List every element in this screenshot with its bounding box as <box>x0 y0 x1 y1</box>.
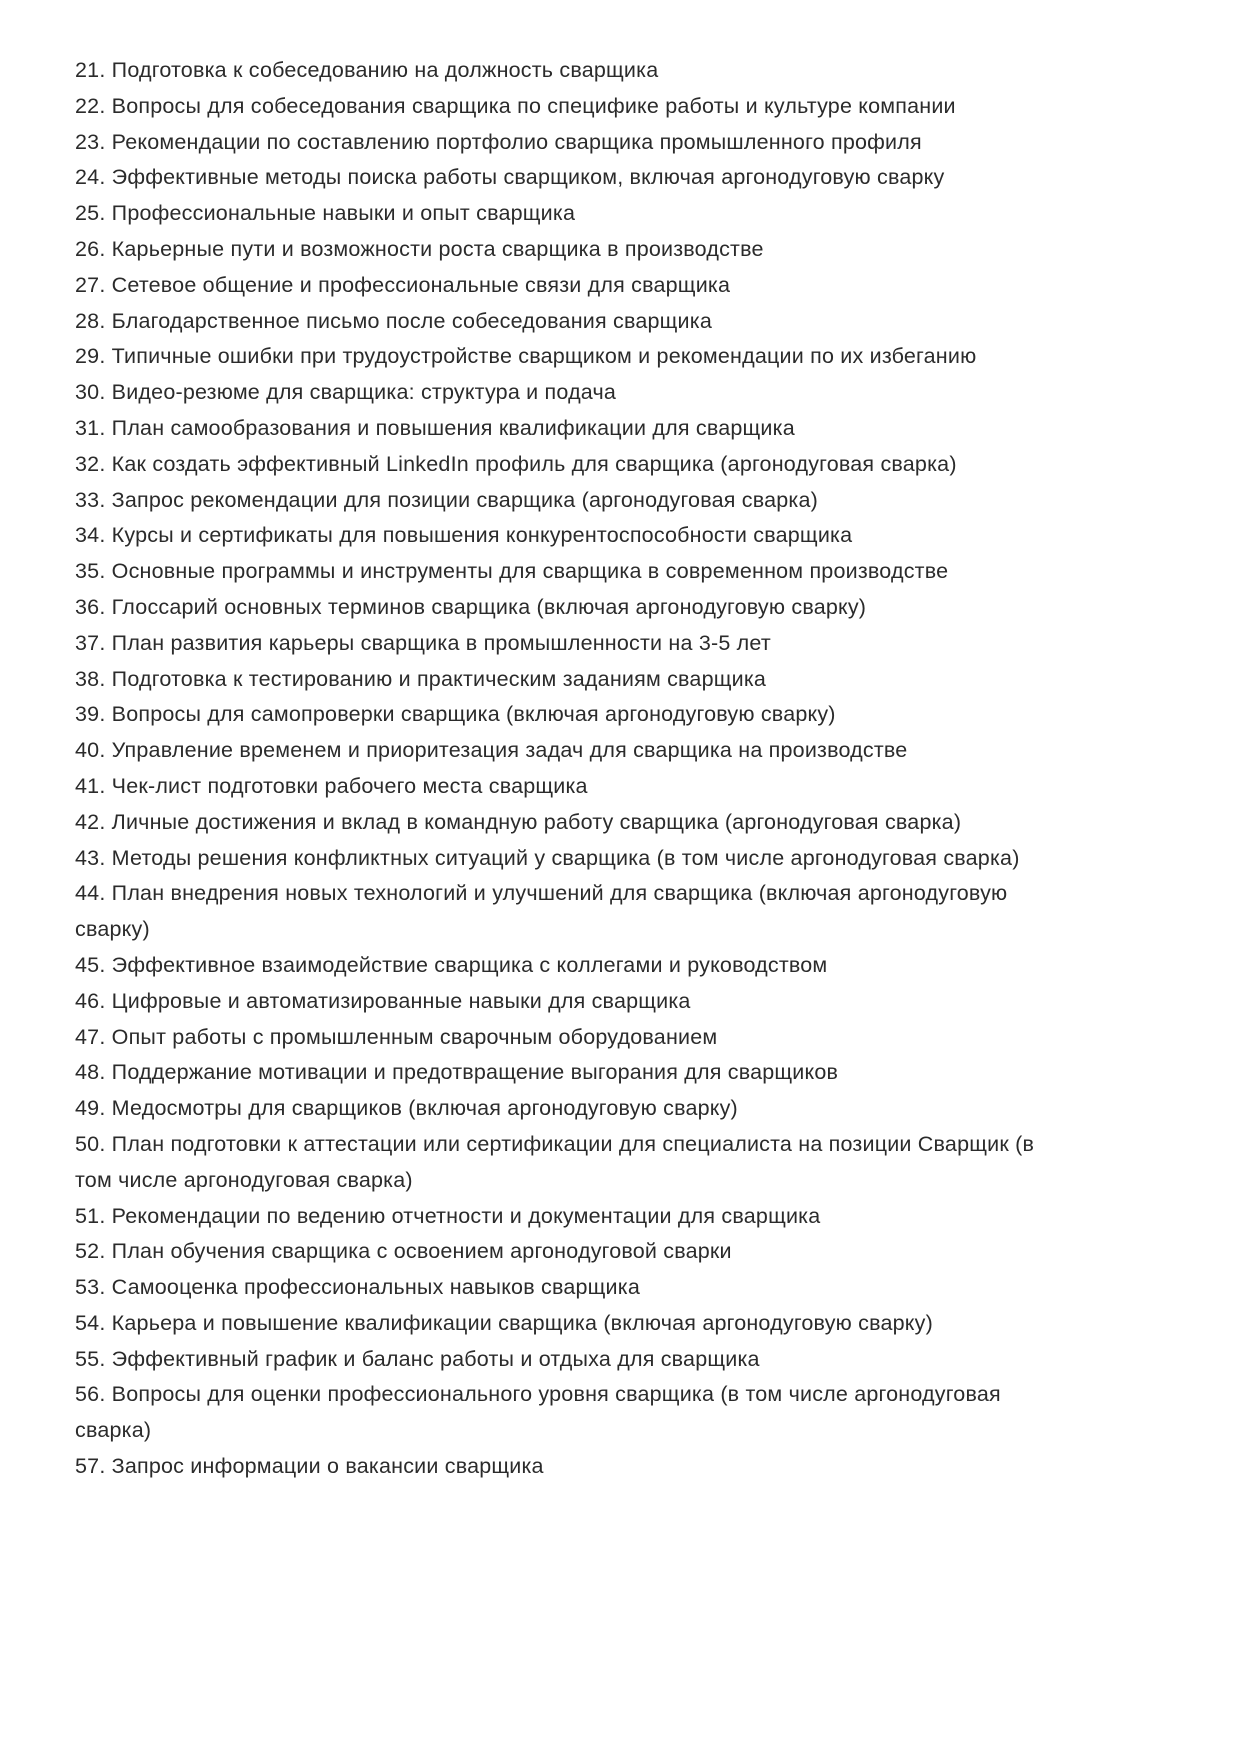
list-item: 23. Рекомендации по составлению портфолио сварщика промышленного профиля <box>75 129 922 154</box>
list-item: 46. Цифровые и автоматизированные навыки для сварщика <box>75 988 691 1013</box>
list-item: 33. Запрос рекомендации для позиции сварщика (аргонодуговая сварка) <box>75 487 818 512</box>
list-item: 50. План подготовки к аттестации или сертификации для специалиста на позиции Сварщик (в том числе аргонодуговая сварка) <box>75 1131 1035 1192</box>
list-item: 22. Вопросы для собеседования сварщика по специфике работы и культуре компании <box>75 93 956 118</box>
list-item: 29. Типичные ошибки при трудоустройстве сварщиком и рекомендации по их избеганию <box>75 344 977 369</box>
list-item: 52. План обучения сварщика с освоением аргонодуговой сварки <box>75 1239 732 1264</box>
list-item: 57. Запрос информации о вакансии сварщика <box>75 1454 544 1479</box>
list-item: 36. Глоссарий основных терминов сварщика (включая аргонодуговую сварку) <box>75 594 867 619</box>
list-item: 55. Эффективный график и баланс работы и отдыха для сварщика <box>75 1346 760 1371</box>
list-item: 47. Опыт работы с промышленным сварочным оборудованием <box>75 1024 718 1049</box>
list-item: 51. Рекомендации по ведению отчетности и документации для сварщика <box>75 1203 821 1228</box>
topic-list <box>75 53 1040 1485</box>
list-item: 54. Карьера и повышение квалификации сварщика (включая аргонодуговую сварку) <box>75 1310 933 1335</box>
list-item: 48. Поддержание мотивации и предотвращение выгорания для сварщиков <box>75 1060 839 1085</box>
list-item: 53. Самооценка профессиональных навыков сварщика <box>75 1275 640 1300</box>
list-item: 25. Профессиональные навыки и опыт сварщика <box>75 201 576 226</box>
list-item: 40. Управление временем и приоритезация задач для сварщика на производстве <box>75 738 908 763</box>
list-item: 27. Сетевое общение и профессиональные связи для сварщика <box>75 272 731 297</box>
list-item: 38. Подготовка к тестированию и практическим заданиям сварщика <box>75 666 767 691</box>
list-item: 37. План развития карьеры сварщика в промышленности на 3-5 лет <box>75 630 771 655</box>
list-item: 34. Курсы и сертификаты для повышения конкурентоспособности сварщика <box>75 523 853 548</box>
list-item: 26. Карьерные пути и возможности роста сварщика в производстве <box>75 236 764 261</box>
list-item: 32. Как создать эффективный LinkedIn профиль для сварщика (аргонодуговая сварка) <box>75 451 957 476</box>
list-item: 42. Личные достижения и вклад в командную работу сварщика (аргонодуговая сварка) <box>75 809 962 834</box>
list-item: 28. Благодарственное письмо после собеседования сварщика <box>75 308 712 333</box>
list-item: 56. Вопросы для оценки профессионального уровня сварщика (в том числе аргонодуговая сварка) <box>75 1382 1001 1443</box>
list-item: 24. Эффективные методы поиска работы сварщиком, включая аргонодуговую сварку <box>75 165 945 190</box>
list-item: 30. Видео-резюме для сварщика: структура и подача <box>75 380 617 405</box>
list-item: 31. План самообразования и повышения квалификации для сварщика <box>75 415 795 440</box>
list-item: 39. Вопросы для самопроверки сварщика (включая аргонодуговую сварку) <box>75 702 836 727</box>
list-item: 21. Подготовка к собеседованию на должность сварщика <box>75 58 659 82</box>
list-item: 35. Основные программы и инструменты для сварщика в современном производстве <box>75 559 949 584</box>
list-item: 41. Чек-лист подготовки рабочего места сварщика <box>75 773 588 798</box>
list-item: 44. План внедрения новых технологий и улучшений для сварщика (включая аргонодуговую сварку) <box>75 881 1008 942</box>
list-item: 43. Методы решения конфликтных ситуаций у сварщика (в том числе аргонодуговая сварка) <box>75 845 1020 870</box>
list-item: 49. Медосмотры для сварщиков (включая аргонодуговую сварку) <box>75 1096 738 1121</box>
list-item: 45. Эффективное взаимодействие сварщика с коллегами и руководством <box>75 952 828 977</box>
